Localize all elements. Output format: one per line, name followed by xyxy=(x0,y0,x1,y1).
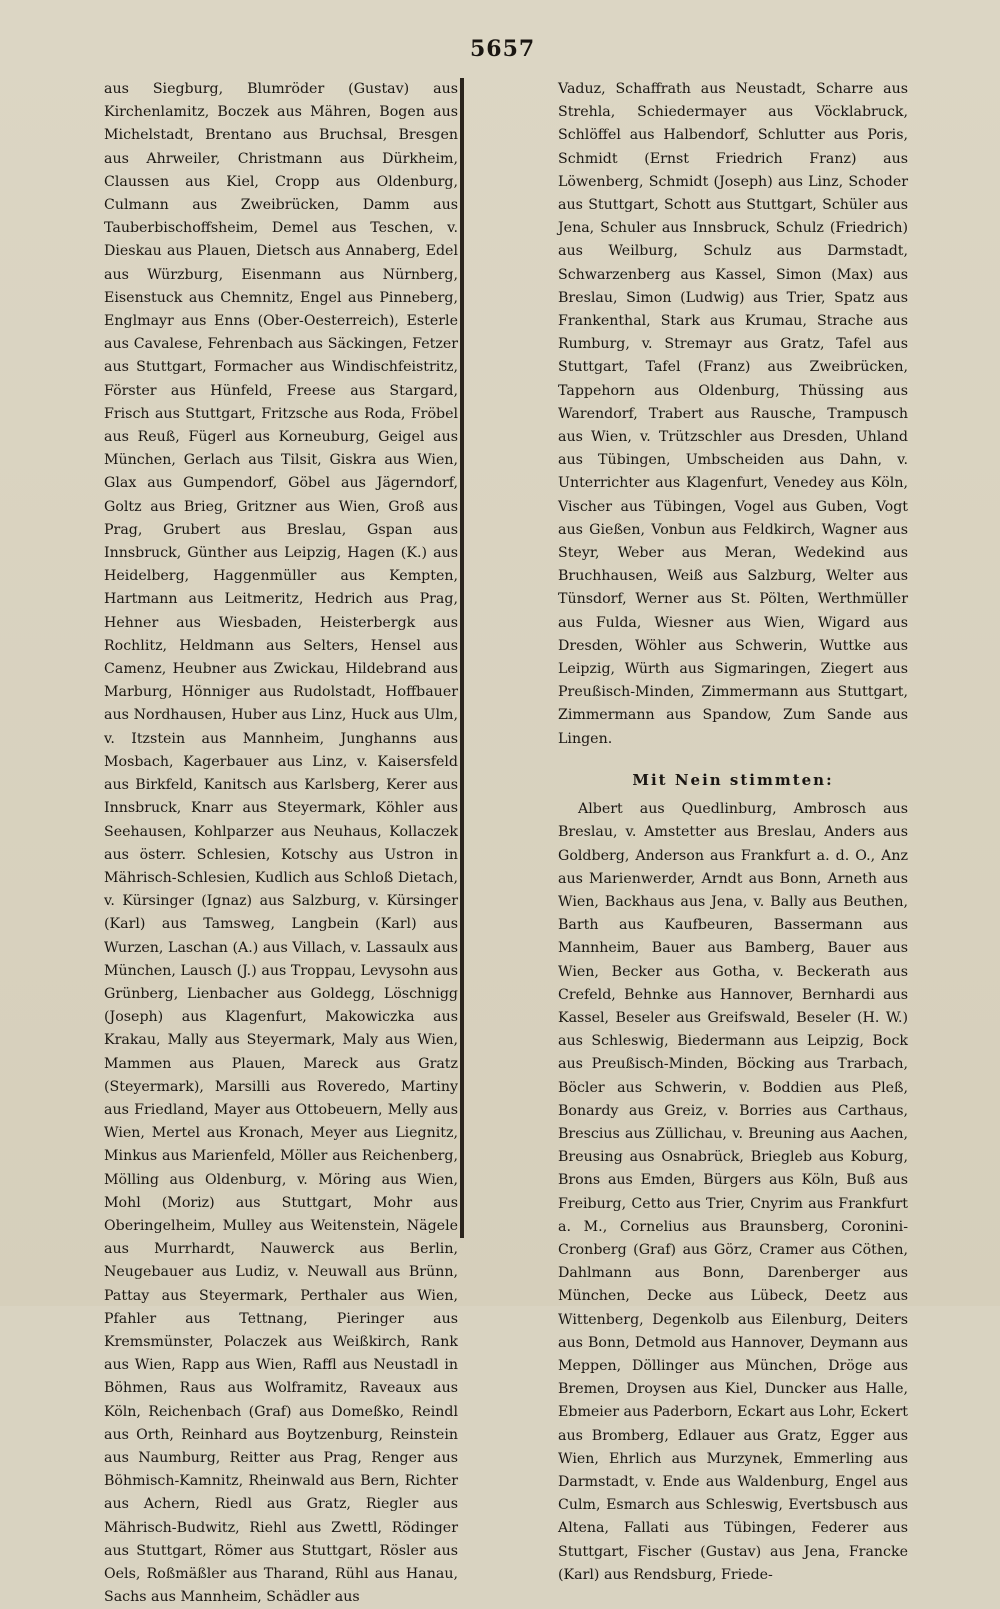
right-column xyxy=(558,78,908,1587)
left-column xyxy=(104,78,458,1609)
left-column-text: aus Siegburg, Blumröder (Gustav) aus Kirchenlamitz, Boczek aus Mähren, Bogen aus Michelstadt, Brentano aus Bruchsal, Bresgen aus Ahrweiler, Christmann aus Dürkheim, Claussen aus Kiel, Cropp aus Oldenburg, Culmann aus Zweibrücken, Damm aus Tauberbischoffsheim, Demel aus Teschen, v. Dieskau aus Plauen, Dietsch aus Annaberg, Edel aus Würzburg, Eisenmann aus Nürnberg, Eisenstuck aus Chemnitz, Engel aus Pinneberg, Englmayr aus Enns (Ober-Oesterreich), Esterle aus Cavalese, Fehrenbach aus Säckingen, Fetzer aus Stuttgart, Formacher aus Windischfeistritz, Förster aus Hünfeld, Freese aus Stargard, Frisch aus Stuttgart, Fritzsche aus Roda, Fröbel aus Reuß, Fügerl aus Korneuburg, Geigel aus München, Gerlach aus Tilsit, Giskra aus Wien, Glax aus Gumpendorf, Göbel aus Jägerndorf, Goltz aus Brieg, Gritzner aus Wien, Groß aus Prag, Grubert aus Breslau, Gspan aus Innsbruck, Günther aus Leipzig, Hagen (K.) aus Heidelberg, Haggenmüller aus Kempten, Hartmann aus Leitmeritz, Hedrich aus Prag, Hehner aus Wiesbaden, Heisterbergk aus Rochlitz, Heldmann aus Selters, Hensel aus Camenz, Heubner aus Zwickau, Hildebrand aus Marburg, Hönniger aus Rudolstadt, Hoffbauer aus Nordhausen, Huber aus Linz, Huck aus Ulm, v. Itzstein aus Mannheim, Junghanns aus Mosbach, Kagerbauer aus Linz, v. Kaisersfeld aus Birkfeld, Kanitsch aus Karlsberg, Kerer aus Innsbruck, Knarr aus Steyermark, Köhler aus Seehausen, Kohlparzer aus Neuhaus, Kollaczek aus österr. Schlesien, Kotschy aus Ustron in Mährisch-Schlesien, Kudlich aus Schloß Dietach, v. Kürsinger (Ignaz) aus Salzburg, v. Kürsinger (Karl) aus Tamsweg, Langbein (Karl) aus Wurzen, Laschan (A.) aus Villach, v. Lassaulx aus München, Lausch (J.) aus Troppau, Levysohn aus Grünberg, Lienbacher aus Goldegg, Löschnigg (Joseph) aus Klagenfurt, Makowiczka aus Krakau, Mally aus Steyermark, Maly aus Wien, Mammen aus Plauen, Mareck aus Gratz (Steyermark), Marsilli aus Roveredo, Martiny aus Friedland, Mayer aus Ottobeuern, Melly aus Wien, Mertel aus Kronach, Meyer aus Liegnitz, Minkus aus Marienfeld, Möller aus Reichenberg, Mölling aus Oldenburg, v. Möring aus Wien, Mohl (Moriz) aus Stuttgart, Mohr aus Oberingelheim, Mulley aus Weitenstein, Nägele aus Murrhardt, Nauwerck aus Berlin, Neugebauer aus Ludiz, v. Neuwall aus Brünn, Pattay aus Steyermark, Perthaler aus Wien, Pfahler aus Tettnang, Pieringer aus Kremsmünster, Polaczek aus Weißkirch, Rank aus Wien, Rapp aus Wien, Raffl aus Neustadl in Böhmen, Raus aus Wolframitz, Raveaux aus Köln, Reichenbach (Graf) aus Domeßko, Reindl aus Orth, Reinhard aus Boytzenburg, Reinstein aus Naumburg, Reitter aus Prag, Renger aus Böhmisch-Kamnitz, Rheinwald aus Bern, Richter aus Achern, Riedl aus Gratz, Riegler aus Mährisch-Budwitz, Riehl aus Zwettl, Rödinger aus Stuttgart, Römer aus Stuttgart, Rösler aus Oels, Roßmäßler aus Tharand, Rühl aus Hanau, Sachs aus Mannheim, Schädler aus xyxy=(104,81,458,1606)
nein-voters-text: Albert aus Quedlinburg, Ambrosch aus Breslau, v. Amstetter aus Breslau, Anders aus Goldberg, Anderson aus Frankfurt a. d. O., Anz aus Marienwerder, Arndt aus Bonn, Arneth aus Wien, Backhaus aus Jena, v. Bally aus Beuthen, Barth aus Kaufbeuren, Bassermann aus Mannheim, Bauer aus Bamberg, Bauer aus Wien, Becker aus Gotha, v. Beckerath aus Crefeld, Behnke aus Hannover, Bernhardi aus Kassel, Beseler aus Greifswald, Beseler (H. W.) aus Schleswig, Biedermann aus Leipzig, Bock aus Preußisch-Minden, Böcking aus Trarbach, Böcler aus Schwerin, v. Boddien aus Pleß, Bonardy aus Greiz, v. Borries aus Carthaus, Brescius aus Züllichau, v. Breuning aus Aachen, Breusing aus Osnabrück, Briegleb aus Koburg, Brons aus Emden, Bürgers aus Köln, Buß aus Freiburg, Cetto aus Trier, Cnyrim aus Frankfurt a. M., Cornelius aus Braunsberg, Coronini-Cronberg (Graf) aus Görz, Cramer aus Cöthen, Dahlmann aus Bonn, Darenberger aus München, Decke aus Lübeck, Deetz aus Wittenberg, Degenkolb aus Eilenburg, Deiters aus Bonn, Detmold aus Hannover, Deymann aus Meppen, Döllinger aus München, Dröge aus Bremen, Droysen aus Kiel, Duncker aus Halle, Ebmeier aus Paderborn, Eckart aus Lohr, Eckert aus Bromberg, Edlauer aus Gratz, Egger aus Wien, Ehrlich aus Murzynek, Emmerling aus Darmstadt, v. Ende aus Waldenburg, Engel aus Culm, Esmarch aus Schleswig, Evertsbusch aus Altena, Fallati aus Tübingen, Federer aus Stuttgart, Fischer (Gustav) aus Jena, Francke (Karl) aus Rendsburg, Friede- xyxy=(558,801,908,1583)
section-heading-nein: Mit Nein stimmten: xyxy=(632,770,834,789)
column-divider xyxy=(460,78,464,1238)
page-number: 5657 xyxy=(470,36,536,62)
right-column-continued-text: Vaduz, Schaffrath aus Neustadt, Scharre aus Strehla, Schiedermayer aus Vöcklabruck, Schlöffel aus Halbendorf, Schlutter aus Poris, Schmidt (Ernst Friedrich Franz) aus Löwenberg, Schmidt (Joseph) aus Linz, Schoder aus Stuttgart, Schott aus Stuttgart, Schüler aus Jena, Schuler aus Innsbruck, Schulz (Friedrich) aus Weilburg, Schulz aus Darmstadt, Schwarzenberg aus Kassel, Simon (Max) aus Breslau, Simon (Ludwig) aus Trier, Spatz aus Frankenthal, Stark aus Krumau, Strache aus Rumburg, v. Stremayr aus Gratz, Tafel aus Stuttgart, Tafel (Franz) aus Zweibrücken, Tappehorn aus Oldenburg, Thüssing aus Warendorf, Trabert aus Rausche, Trampusch aus Wien, v. Trützschler aus Dresden, Uhland aus Tübingen, Umbscheiden aus Dahn, v. Unterrichter aus Klagenfurt, Venedey aus Köln, Vischer aus Tübingen, Vogel aus Guben, Vogt aus Gießen, Vonbun aus Feldkirch, Wagner aus Steyr, Weber aus Meran, Wedekind aus Bruchhausen, Weiß aus Salzburg, Welter aus Tünsdorf, Werner aus St. Pölten, Werthmüller aus Fulda, Wiesner aus Wien, Wigard aus Dresden, Wöhler aus Schwerin, Wuttke aus Leipzig, Würth aus Sigmaringen, Ziegert aus Preußisch-Minden, Zimmermann aus Stuttgart, Zimmermann aus Spandow, Zum Sande aus Lingen. xyxy=(558,81,908,747)
